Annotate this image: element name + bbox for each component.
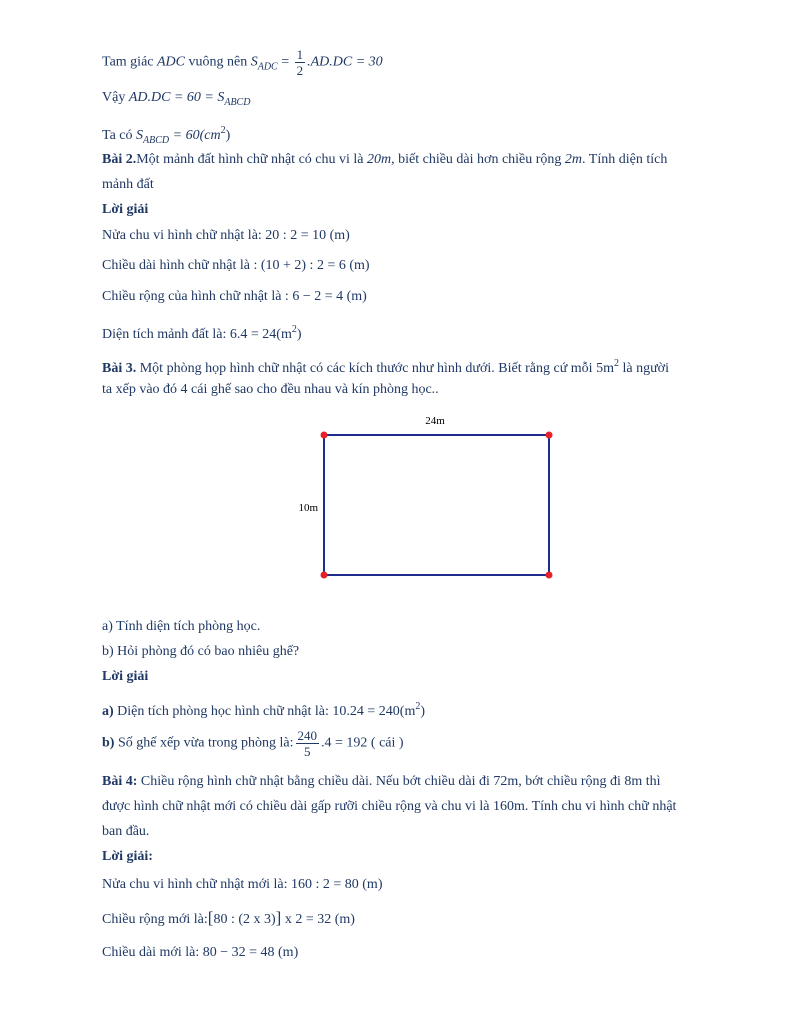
line-vay (102, 89, 250, 112)
vertex-point (321, 432, 328, 439)
math: ADC (157, 54, 185, 70)
bracket-close: ] (275, 908, 282, 927)
math: 2m (564, 152, 583, 167)
bai3-answer-a (102, 698, 425, 721)
superscript: 2 (613, 358, 619, 369)
bai3-solution-title: Lời giải (102, 669, 149, 684)
text: Số ghế xếp vừa trong phòng là: (114, 735, 294, 751)
math: ) (225, 128, 231, 143)
vertex-point (546, 572, 553, 579)
bai3-statement (102, 355, 669, 378)
text: Một phòng họp hình chữ nhật có các kích thước như hình dưới. Biết rằng cứ mỗi 5m (136, 361, 614, 376)
problem-title: Bài 2. (102, 152, 137, 167)
vertex-point (546, 432, 553, 439)
math: = (277, 54, 293, 70)
length-label: 24m (425, 415, 445, 427)
text: ) (296, 327, 302, 342)
subscript: ABCD (224, 97, 251, 108)
text: Diện tích mảnh đất là: 6.4 = 24(m (102, 327, 292, 342)
bai2-statement-line2: mảnh đất (102, 177, 154, 192)
fraction-numerator: 1 (296, 47, 304, 62)
text: Vậy (102, 90, 129, 105)
text: x 2 = 32 (m) (281, 912, 355, 927)
room-rectangle (324, 435, 549, 575)
math: .AD.DC = 30 (307, 54, 383, 70)
math: AD.DC = 60 = S (128, 90, 225, 105)
line-ta-co (102, 122, 230, 150)
text: 80 : (2 x 3) (213, 912, 276, 927)
text: vuông nên (185, 54, 251, 70)
superscript: 2 (415, 701, 421, 712)
subscript: ABCD (143, 135, 170, 146)
bai3-answer-b (102, 728, 404, 759)
text: Diện tích phòng học hình chữ nhật là: 10.24 = 240(m (113, 704, 416, 719)
answer-label: a) (102, 704, 114, 719)
math: S (136, 128, 144, 143)
math: 20m (367, 152, 392, 167)
line-triangle-adc (102, 47, 383, 78)
text: Chiều rộng mới là: (102, 912, 208, 927)
math: S (250, 54, 258, 70)
rectangle-figure (280, 408, 580, 588)
bai4-step-3: Chiều dài mới là: 80 − 32 = 48 (m) (102, 945, 299, 960)
bai3-question-b: b) Hỏi phòng đó có bao nhiêu ghế? (102, 644, 300, 659)
width-label: 10m (298, 502, 318, 514)
superscript: 2 (291, 324, 297, 335)
text: Ta có (102, 128, 137, 143)
text: Tam giác (102, 54, 157, 70)
math: = 60(cm (169, 128, 221, 143)
subscript: ADC (257, 61, 278, 73)
text: .4 = 192 ( cái ) (321, 735, 404, 751)
text: là người (618, 361, 669, 376)
problem-title: Bài 4: (102, 774, 138, 789)
fraction-denominator: 2 (296, 63, 304, 78)
bai3-statement-line2: ta xếp vào đó 4 cái ghế sao cho đều nhau và kín phòng học.. (102, 382, 439, 397)
bai4-step-1: Nửa chu vi hình chữ nhật mới là: 160 : 2 = 80 (m) (102, 877, 383, 892)
vertex-point (321, 572, 328, 579)
answer-label: b) (102, 735, 115, 751)
bai2-step-4 (102, 321, 302, 344)
fraction-numerator: 240 (297, 728, 318, 743)
text: Chiều rộng hình chữ nhật bằng chiều dài. Nếu bớt chiều dài đi 72m, bớt chiều rộng đi 8m thì (137, 774, 661, 789)
bai4-step-2 (102, 909, 355, 929)
text: Một mảnh đất hình chữ nhật có chu vi là (136, 152, 367, 167)
bai2-solution-title: Lời giải (102, 202, 149, 217)
bai4-statement-line3: ban đầu. (102, 824, 150, 839)
bai4-statement-line2: được hình chữ nhật mới có chiều dài gấp rưỡi chiều rộng và chu vi là 160m. Tính chu vi hình chữ nhật (102, 799, 677, 814)
bai4-statement (102, 773, 661, 791)
text: , biết chiều dài hơn chiều rộng (391, 152, 565, 167)
superscript: 2 (220, 125, 226, 136)
fraction (296, 728, 320, 759)
bai2-step-3: Chiều rộng của hình chữ nhật là : 6 − 2 = 4 (m) (102, 289, 367, 304)
bracket-open: [ (207, 908, 214, 927)
fraction (295, 47, 306, 78)
text: . Tính diện tích (582, 152, 668, 167)
bai2-step-2: Chiều dài hình chữ nhật là : (10 + 2) : 2 = 6 (m) (102, 258, 370, 273)
problem-title: Bài 3. (102, 361, 137, 376)
bai2-step-1: Nửa chu vi hình chữ nhật là: 20 : 2 = 10 (m) (102, 228, 350, 243)
bai4-solution-title: Lời giải: (102, 849, 153, 864)
fraction-denominator: 5 (304, 744, 311, 759)
bai2-statement (102, 151, 667, 169)
bai3-question-a: a) Tính diện tích phòng học. (102, 619, 261, 634)
text: ) (420, 704, 425, 719)
